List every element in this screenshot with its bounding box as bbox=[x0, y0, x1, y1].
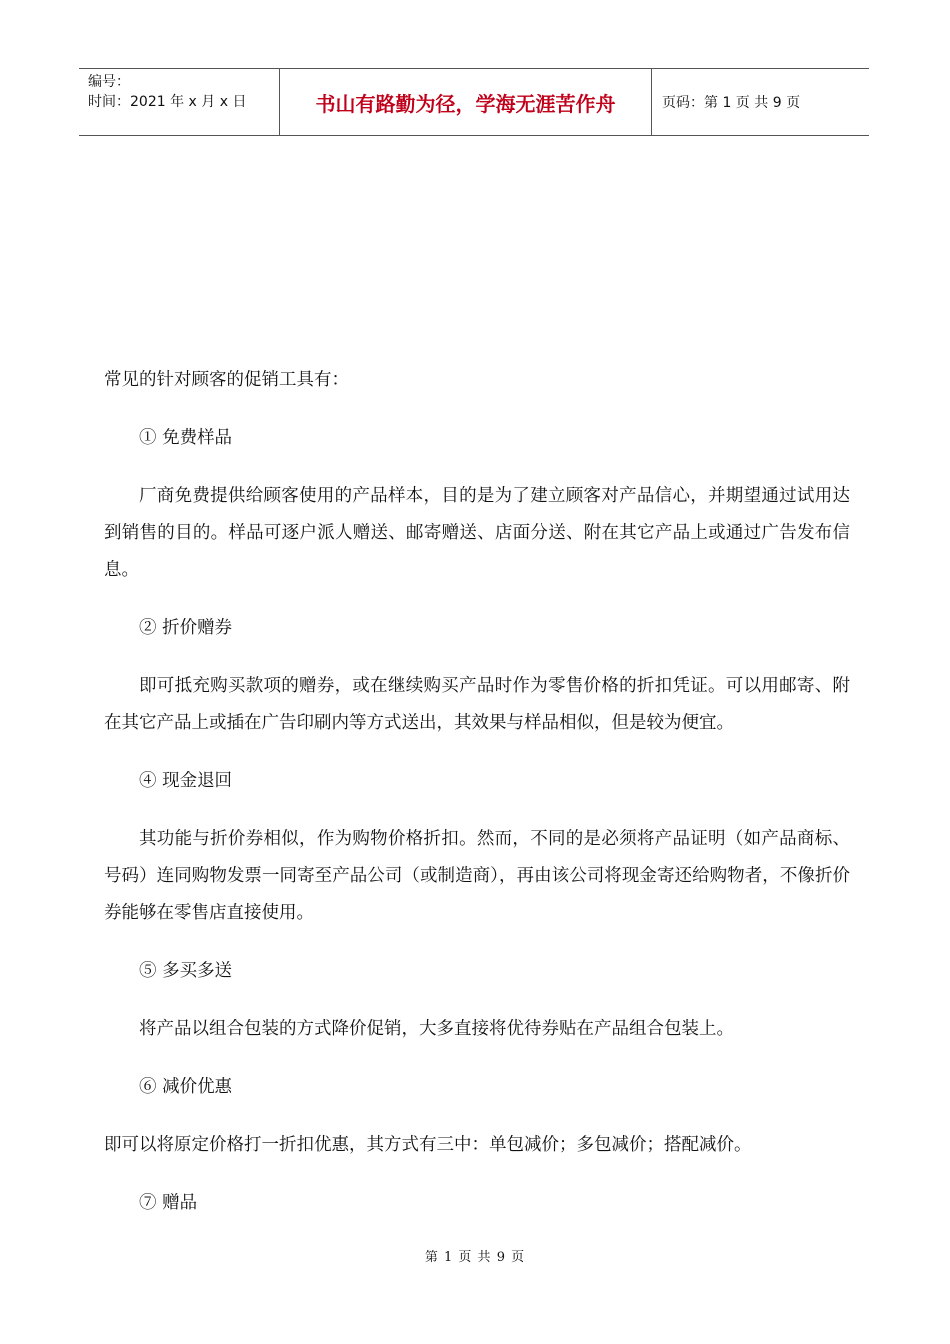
document-body bbox=[104, 362, 850, 1243]
header-page-cell bbox=[652, 69, 869, 135]
item-title-price-off: ⑥ 减价优惠 bbox=[139, 1077, 233, 1097]
item-body-buy-more: 将产品以组合包装的方式降价促销，大多直接将优待券贴在产品组合包装上。 bbox=[139, 1019, 734, 1039]
item-title-buy-more: ⑤ 多买多送 bbox=[139, 961, 233, 981]
item-body-coupons: 即可抵充购买款项的赠券，或在继续购买产品时作为零售价格的折扣凭证。可以用邮寄、附在其它产品上或插在广告印刷内等方式送出，其效果与样品相似，但是较为便宜。 bbox=[104, 676, 850, 733]
header-table bbox=[79, 68, 869, 136]
motto-text: 书山有路勤为径，学海无涯苦作舟 bbox=[315, 91, 616, 116]
page-footer bbox=[0, 1246, 950, 1265]
item-body-price-off: 即可以将原定价格打一折扣优惠，其方式有三中：单包减价；多包减价；搭配减价。 bbox=[104, 1135, 752, 1155]
header-motto-cell bbox=[280, 69, 652, 135]
item-title-coupons: ② 折价赠券 bbox=[139, 618, 233, 638]
item-body-cash-refund: 其功能与折价券相似，作为购物价格折扣。然而，不同的是必须将产品证明（如产品商标、号码）连同购物发票一同寄至产品公司（或制造商），再由该公司将现金寄还给购物者，不像折价券能够在零售店直接使用。 bbox=[104, 829, 850, 923]
date-label: 时间：2021 年 x 月 x 日 bbox=[88, 94, 247, 110]
item-body-free-samples: 厂商免费提供给顾客使用的产品样本，目的是为了建立顾客对产品信心，并期望通过试用达到销售的目的。样品可逐户派人赠送、邮寄赠送、店面分送、附在其它产品上或通过广告发布信息。 bbox=[104, 486, 850, 580]
item-title-cash-refund: ④ 现金退回 bbox=[139, 771, 233, 791]
page-number-label: 页码：第 1 页 共 9 页 bbox=[662, 95, 801, 111]
serial-number-label: 编号： bbox=[88, 74, 130, 90]
footer-page-number: 第 1 页 共 9 页 bbox=[424, 1250, 526, 1265]
header-info-cell bbox=[79, 69, 280, 135]
item-title-free-samples: ① 免费样品 bbox=[139, 428, 233, 448]
item-title-gifts: ⑦ 赠品 bbox=[139, 1193, 198, 1213]
intro-paragraph: 常见的针对顾客的促销工具有： bbox=[104, 370, 349, 390]
